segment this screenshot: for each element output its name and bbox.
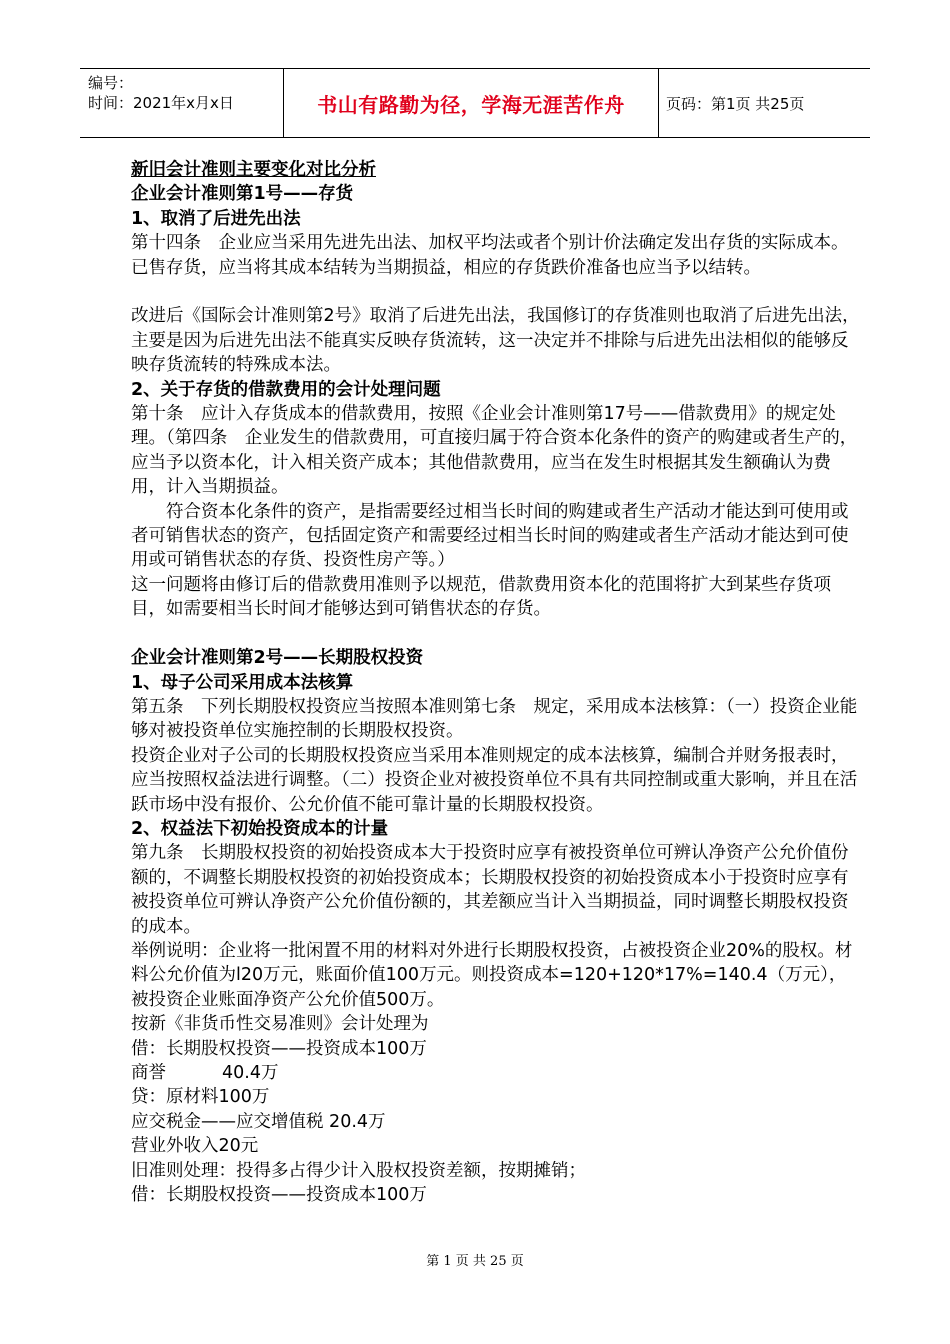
journal-entry: 营业外收入20元 <box>131 1136 259 1157</box>
journal-entry: 借：长期股权投资——投资成本100万 <box>131 1185 427 1206</box>
document-number-label: 编号： <box>88 74 134 92</box>
paragraph: 旧准则处理：投得多占得少计入股权投资差额，按期摊销； <box>131 1160 586 1181</box>
paragraph: 符合资本化条件的资产，是指需要经过相当长时间的购建或者生产活动才能达到可使用或者可销售状态的资产，包括固定资产和需要经过相当长时间的购建或者生产活动才能达到可使用或可销售状态的存货、投资性房产等。） <box>131 501 849 571</box>
header-divider <box>658 69 659 137</box>
subsection-heading: 1、取消了后进先出法 <box>131 208 301 229</box>
section-heading: 企业会计准则第1号——存货 <box>131 184 354 205</box>
journal-entry: 借：长期股权投资——投资成本100万 <box>131 1038 427 1059</box>
document-body <box>131 158 861 1207</box>
journal-entry: 贷：原材料100万 <box>131 1087 270 1108</box>
header-page-info: 页码：第1页 共25页 <box>666 94 805 113</box>
subsection-heading: 2、权益法下初始投资成本的计量 <box>131 818 389 839</box>
paragraph: 改进后《国际会计准则第2号》取消了后进先出法，我国修订的存货准则也取消了后进先出法，主要是因为后进先出法不能真实反映存货流转，这一决定并不排除与后进先出法相似的能够反映存货流转的特殊成本法。 <box>131 306 860 376</box>
blank-line <box>131 280 861 304</box>
header-motto: 书山有路勤为径，学海无涯苦作舟 <box>317 92 625 117</box>
page-footer: 第 1 页 共 25 页 <box>426 1254 524 1269</box>
paragraph: 第十四条 企业应当采用先进先出法、加权平均法或者个别计价法确定发出存货的实际成本。已售存货，应当将其成本结转为当期损益，相应的存货跌价准备也应当予以结转。 <box>131 233 849 278</box>
subsection-heading: 2、关于存货的借款费用的会计处理问题 <box>131 379 441 400</box>
section-heading: 企业会计准则第2号——长期股权投资 <box>131 648 424 669</box>
page-header <box>80 68 870 138</box>
subsection-heading: 1、母子公司采用成本法核算 <box>131 672 354 693</box>
paragraph: 第十条 应计入存货成本的借款费用，按照《企业会计准则第17号——借款费用》的规定处理。（第四条 企业发生的借款费用，可直接归属于符合资本化条件的资产的购建或者生产的，应当予以资本化，计入相关资产成本；其他借款费用，应当在发生时根据其发生额确认为费用，计入当期损益。 <box>131 404 858 498</box>
document-date-label: 时间：2021年x月x日 <box>88 94 234 112</box>
blank-line <box>131 622 861 646</box>
document-title: 新旧会计准则主要变化对比分析 <box>131 160 376 180</box>
journal-entry: 应交税金——应交增值税 20.4万 <box>131 1111 386 1132</box>
paragraph: 按新《非货币性交易准则》会计处理为 <box>131 1014 429 1035</box>
paragraph: 举例说明：企业将一批闲置不用的材料对外进行长期股权投资，占被投资企业20%的股权。材料公允价值为l20万元，账面价值100万元。则投资成本=120+120*17%=140.4（万元），被投资企业账面净资产公允价值500万。 <box>131 940 853 1010</box>
journal-account: 商誉 <box>131 1063 166 1083</box>
journal-entry <box>131 1061 861 1085</box>
paragraph: 这一问题将由修订后的借款费用准则予以规范，借款费用资本化的范围将扩大到某些存货项目，如需要相当长时间才能够达到可销售状态的存货。 <box>131 574 831 620</box>
journal-amount: 40.4万 <box>222 1063 279 1083</box>
header-meta <box>88 73 284 113</box>
paragraph: 投资企业对子公司的长期股权投资应当采用本准则规定的成本法核算，编制合并财务报表时，应当按照权益法进行调整。（二）投资企业对被投资单位不具有共同控制或重大影响，并且在活跃市场中没有报价、公允价值不能可靠计量的长期股权投资。 <box>131 745 858 815</box>
paragraph: 第九条 长期股权投资的初始投资成本大于投资时应享有被投资单位可辨认净资产公允价值份额的，不调整长期股权投资的初始投资成本；长期股权投资的初始投资成本小于投资时应享有被投资单位可辨认净资产公允价值份额的，其差额应当计入当期损益，同时调整长期股权投资的成本。 <box>131 843 849 937</box>
paragraph: 第五条 下列长期股权投资应当按照本准则第七条 规定，采用成本法核算：（一）投资企业能够对被投资单位实施控制的长期股权投资。 <box>131 696 858 742</box>
